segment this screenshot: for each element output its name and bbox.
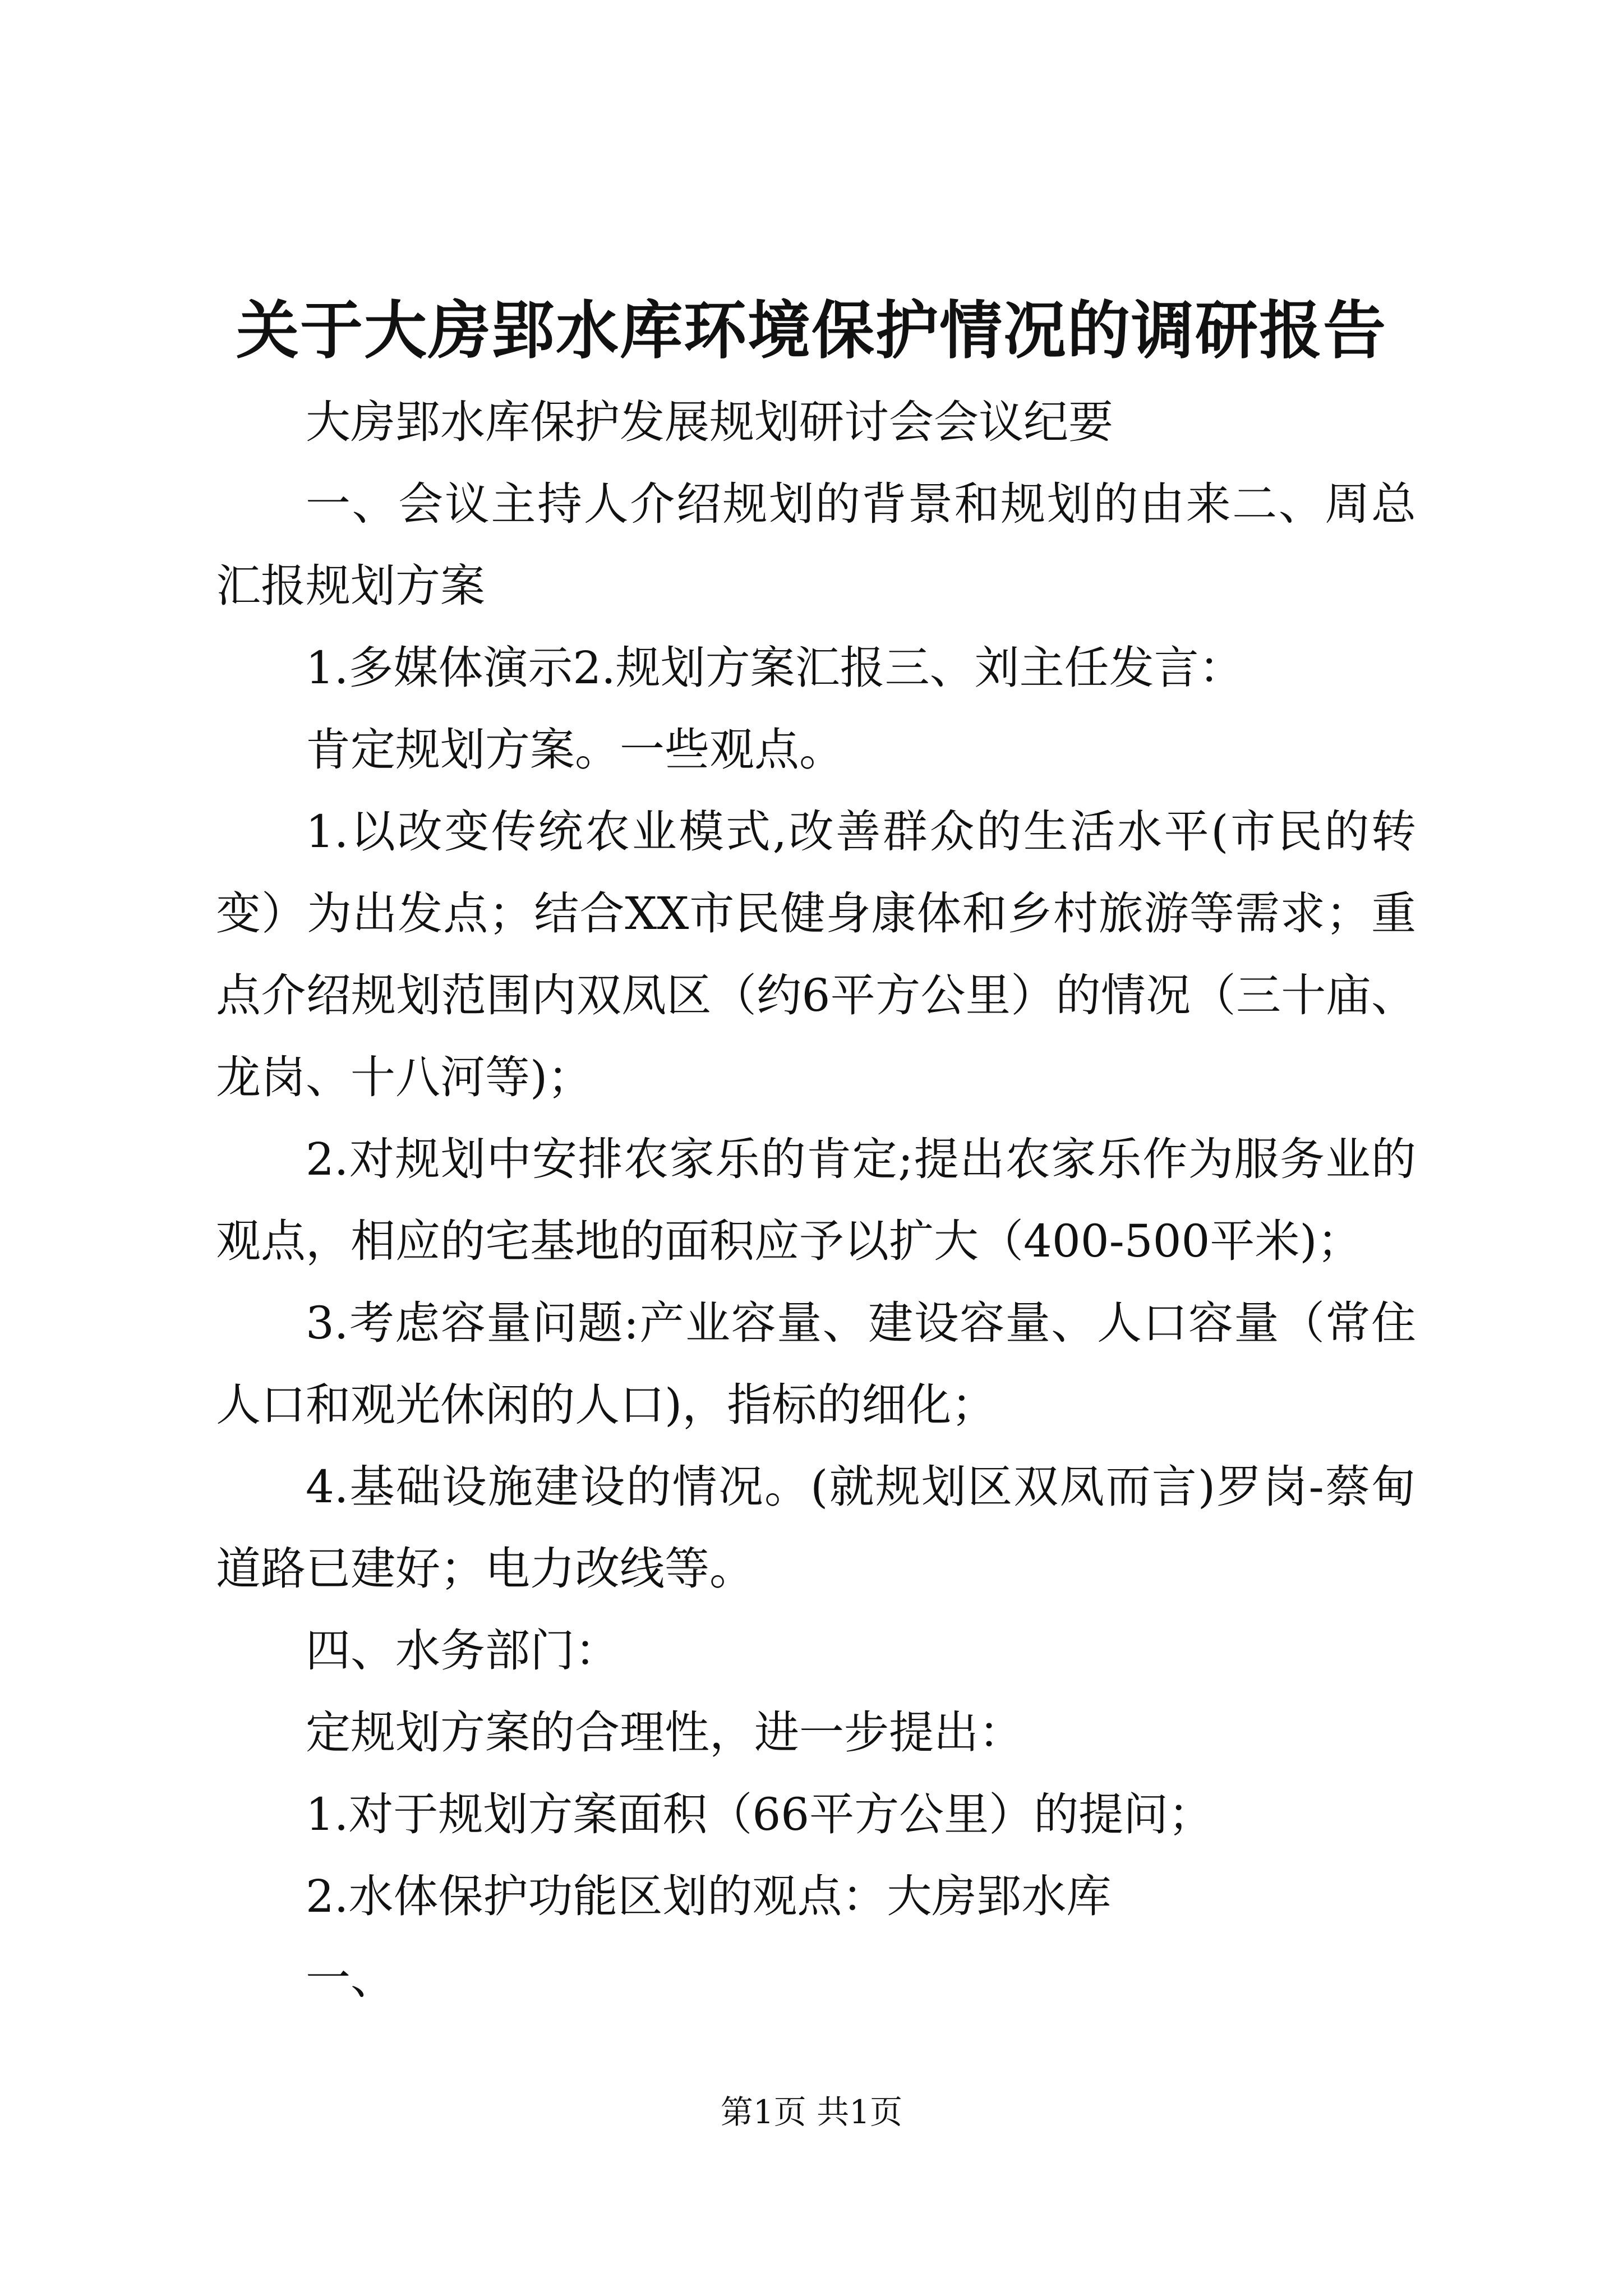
- paragraph-4: 肯定规划方案。一些观点。: [306, 724, 844, 776]
- document-title: 关于大房郢水库环境保护情况的调研报告: [236, 294, 1387, 367]
- paragraph-9: 四、水务部门：: [306, 1625, 620, 1677]
- paragraph-5: 1.以改变传统农业模式,改善群众的生活水平(市民的转变）为出发点；结合XX市民健身康体和乡村旅游等需求；重点介绍规划范围内双凤区（约6平方公里）的情况（三十庙、龙岗、十八河等)；: [216, 806, 1416, 1103]
- paragraph-1: 大房郢水库保护发展规划研讨会会议纪要: [306, 396, 1113, 448]
- paragraph-3: 1.多媒体演示2.规划方案汇报三、刘主任发言：: [306, 642, 1244, 694]
- paragraph-10: 定规划方案的合理性，进一步提出：: [306, 1706, 1023, 1759]
- paragraph-12: 2.水体保护功能区划的观点：大房郢水库: [306, 1870, 1112, 1922]
- page-footer: 第1页 共1页: [720, 2093, 903, 2131]
- paragraph-13: 一、: [306, 1952, 395, 2004]
- paragraph-11: 1.对于规划方案面积（66平方公里）的提问；: [306, 1788, 1214, 1841]
- paragraph-6: 2.对规划中安排农家乐的肯定;提出农家乐作为服务业的观点，相应的宅基地的面积应予以扩大（400-500平米)；: [216, 1133, 1416, 1267]
- paragraph-2: 一、会议主持人介绍规划的背景和规划的由来二、周总汇报规划方案: [216, 478, 1416, 612]
- paragraph-7: 3.考虑容量问题:产业容量、建设容量、人口容量（常住人口和观光休闲的人口)，指标的细化；: [216, 1297, 1416, 1431]
- document-body: [216, 381, 1416, 2019]
- paragraph-8: 4.基础设施建设的情况。(就规划区双凤而言)罗岗-蔡甸道路已建好；电力改线等。: [216, 1461, 1416, 1595]
